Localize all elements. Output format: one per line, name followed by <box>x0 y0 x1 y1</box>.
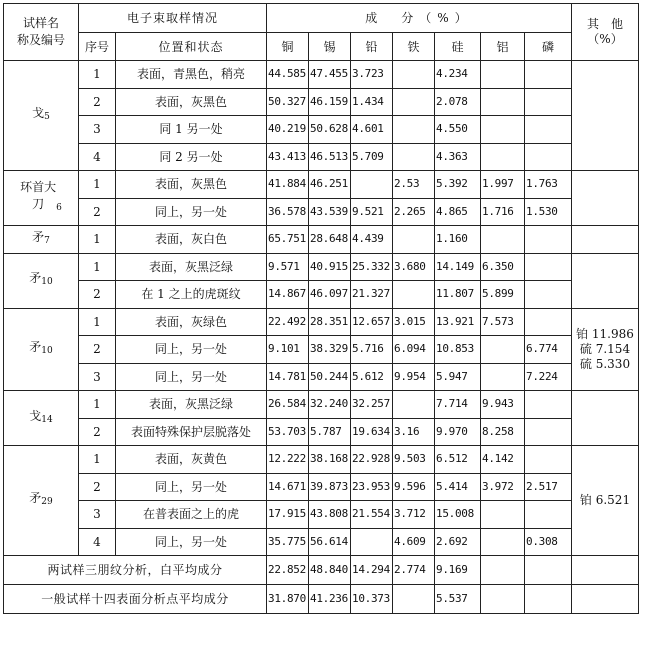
value-cell: 4.865 <box>435 198 481 226</box>
table-row <box>4 88 639 116</box>
value-cell: 6.774 <box>525 336 572 364</box>
position-state-cell: 同上，另一处 <box>116 336 267 364</box>
value-cell <box>481 528 525 556</box>
summary-value-cell: 31.870 <box>267 585 309 614</box>
seq-cell: 1 <box>79 171 116 199</box>
value-cell: 3.723 <box>351 61 393 89</box>
value-cell: 5.392 <box>435 171 481 199</box>
composition-table-container <box>3 3 639 614</box>
summary-value-cell <box>525 585 572 614</box>
value-cell: 4.601 <box>351 116 393 144</box>
sample-number: 5 <box>44 112 50 122</box>
value-cell: 22.492 <box>267 308 309 336</box>
value-cell: 0.308 <box>525 528 572 556</box>
value-cell: 53.703 <box>267 418 309 446</box>
value-cell: 3.680 <box>393 253 435 281</box>
value-cell: 1.997 <box>481 171 525 199</box>
seq-cell: 4 <box>79 528 116 556</box>
position-state-cell: 同上，另一处 <box>116 198 267 226</box>
value-cell: 50.244 <box>309 363 351 391</box>
value-cell: 46.251 <box>309 171 351 199</box>
position-state-cell: 同 2 另一处 <box>116 143 267 171</box>
seq-cell: 3 <box>79 116 116 144</box>
table-row <box>4 308 639 336</box>
value-cell: 40.219 <box>267 116 309 144</box>
sample-number: 10 <box>41 277 53 287</box>
composition-table <box>3 3 639 614</box>
other-cell <box>572 391 639 446</box>
other-cell <box>572 308 639 391</box>
value-cell <box>525 501 572 529</box>
table-row <box>4 61 639 89</box>
position-state-cell: 表面，灰白色 <box>116 226 267 254</box>
value-cell <box>525 226 572 254</box>
value-cell: 3.712 <box>393 501 435 529</box>
value-cell: 4.609 <box>393 528 435 556</box>
value-cell <box>481 116 525 144</box>
position-state-cell: 表面，灰黑泛绿 <box>116 253 267 281</box>
position-state-cell: 同上，另一处 <box>116 528 267 556</box>
value-cell: 28.648 <box>309 226 351 254</box>
position-state-cell: 同上，另一处 <box>116 473 267 501</box>
value-cell: 4.439 <box>351 226 393 254</box>
value-cell: 5.947 <box>435 363 481 391</box>
value-cell <box>481 143 525 171</box>
value-cell: 8.258 <box>481 418 525 446</box>
position-state-cell: 同上，另一处 <box>116 363 267 391</box>
seq-cell: 3 <box>79 363 116 391</box>
value-cell: 14.671 <box>267 473 309 501</box>
seq-cell: 2 <box>79 336 116 364</box>
sample-name: 矛 <box>29 491 42 505</box>
value-cell: 19.634 <box>351 418 393 446</box>
table-row <box>4 281 639 309</box>
position-state-cell: 表面，灰黄色 <box>116 446 267 474</box>
value-cell <box>393 116 435 144</box>
value-cell <box>481 336 525 364</box>
value-cell <box>481 363 525 391</box>
summary-value-cell: 5.537 <box>435 585 481 614</box>
value-cell: 5.414 <box>435 473 481 501</box>
value-cell: 11.807 <box>435 281 481 309</box>
value-cell: 9.970 <box>435 418 481 446</box>
summary-value-cell <box>393 585 435 614</box>
value-cell: 5.787 <box>309 418 351 446</box>
value-cell: 2.265 <box>393 198 435 226</box>
summary-value-cell: 41.236 <box>309 585 351 614</box>
value-cell: 3.16 <box>393 418 435 446</box>
summary-row <box>4 556 639 585</box>
value-cell: 15.008 <box>435 501 481 529</box>
value-cell <box>525 281 572 309</box>
value-cell: 36.578 <box>267 198 309 226</box>
other-cell <box>572 171 639 226</box>
value-cell: 41.884 <box>267 171 309 199</box>
sample-name-header-line2: 称及编号 <box>16 33 65 47</box>
table-row <box>4 336 639 364</box>
table-row <box>4 418 639 446</box>
position-state-cell: 表面，灰黑色 <box>116 88 267 116</box>
value-cell: 9.521 <box>351 198 393 226</box>
value-cell: 7.224 <box>525 363 572 391</box>
summary-value-cell: 10.373 <box>351 585 393 614</box>
summary-value-cell: 9.169 <box>435 556 481 585</box>
value-cell: 43.539 <box>309 198 351 226</box>
other-value: 硫 5.330 <box>579 356 631 371</box>
value-cell: 9.503 <box>393 446 435 474</box>
other-value: 铂 11.986 <box>576 326 634 341</box>
element-header-cu: 铜 <box>267 33 309 61</box>
value-cell: 4.234 <box>435 61 481 89</box>
seq-cell: 3 <box>79 501 116 529</box>
value-cell: 14.867 <box>267 281 309 309</box>
summary-value-cell: 2.774 <box>393 556 435 585</box>
table-row <box>4 528 639 556</box>
value-cell: 2.692 <box>435 528 481 556</box>
value-cell: 5.716 <box>351 336 393 364</box>
value-cell: 28.351 <box>309 308 351 336</box>
value-cell: 43.808 <box>309 501 351 529</box>
value-cell: 7.714 <box>435 391 481 419</box>
value-cell: 26.584 <box>267 391 309 419</box>
value-cell: 46.513 <box>309 143 351 171</box>
seq-cell: 2 <box>79 198 116 226</box>
value-cell <box>481 501 525 529</box>
value-cell: 39.873 <box>309 473 351 501</box>
seq-cell: 1 <box>79 226 116 254</box>
value-cell: 4.550 <box>435 116 481 144</box>
seq-cell: 1 <box>79 446 116 474</box>
value-cell <box>481 88 525 116</box>
value-cell: 12.657 <box>351 308 393 336</box>
table-row <box>4 473 639 501</box>
value-cell: 44.585 <box>267 61 309 89</box>
value-cell: 3.972 <box>481 473 525 501</box>
table-row <box>4 171 639 199</box>
value-cell: 1.763 <box>525 171 572 199</box>
value-cell: 1.160 <box>435 226 481 254</box>
position-state-cell: 表面，青黑色，稍亮 <box>116 61 267 89</box>
value-cell <box>393 143 435 171</box>
value-cell <box>393 88 435 116</box>
value-cell: 21.554 <box>351 501 393 529</box>
value-cell: 1.434 <box>351 88 393 116</box>
value-cell: 1.716 <box>481 198 525 226</box>
value-cell <box>525 446 572 474</box>
seq-cell: 2 <box>79 418 116 446</box>
value-cell: 32.257 <box>351 391 393 419</box>
table-row <box>4 143 639 171</box>
summary-value-cell: 22.852 <box>267 556 309 585</box>
summary-label: 一般试样十四表面分析点平均成分 <box>4 585 267 614</box>
position-state-cell: 在普表面之上的虎 <box>116 501 267 529</box>
sample-number: 14 <box>41 414 53 425</box>
sample-name: 戈 <box>29 408 42 423</box>
value-cell: 40.915 <box>309 253 351 281</box>
sample-number: 29 <box>41 497 53 507</box>
position-state-cell: 同 1 另一处 <box>116 116 267 144</box>
sample-name: 矛 <box>29 339 42 354</box>
other-value: 硫 7.154 <box>579 341 631 356</box>
element-header-sn: 锡 <box>309 33 351 61</box>
value-cell <box>351 528 393 556</box>
header-row-2 <box>4 33 639 61</box>
position-state-cell: 在 1 之上的虎斑纹 <box>116 281 267 309</box>
value-cell <box>525 116 572 144</box>
other-header <box>572 4 639 61</box>
value-cell: 23.953 <box>351 473 393 501</box>
sample-name-cell <box>4 391 79 446</box>
value-cell <box>393 281 435 309</box>
sample-name-cell <box>4 253 79 308</box>
value-cell: 32.240 <box>309 391 351 419</box>
value-cell <box>393 61 435 89</box>
table-row <box>4 446 639 474</box>
seq-cell: 2 <box>79 88 116 116</box>
value-cell: 2.078 <box>435 88 481 116</box>
table-row <box>4 391 639 419</box>
value-cell: 17.915 <box>267 501 309 529</box>
value-cell: 65.751 <box>267 226 309 254</box>
summary-value-cell: 14.294 <box>351 556 393 585</box>
value-cell <box>525 391 572 419</box>
value-cell: 21.327 <box>351 281 393 309</box>
seq-cell: 2 <box>79 473 116 501</box>
value-cell <box>525 61 572 89</box>
summary-other-cell <box>572 556 639 585</box>
other-cell <box>572 226 639 254</box>
seq-cell: 1 <box>79 61 116 89</box>
value-cell: 25.332 <box>351 253 393 281</box>
value-cell <box>525 418 572 446</box>
value-cell: 50.628 <box>309 116 351 144</box>
position-state-cell: 表面，灰黑泛绿 <box>116 391 267 419</box>
element-header-p: 磷 <box>525 33 572 61</box>
header-row-1 <box>4 4 639 33</box>
seq-cell: 2 <box>79 281 116 309</box>
value-cell <box>525 143 572 171</box>
value-cell <box>525 253 572 281</box>
value-cell <box>481 61 525 89</box>
seq-cell: 1 <box>79 253 116 281</box>
value-cell: 5.899 <box>481 281 525 309</box>
table-row <box>4 501 639 529</box>
table-row <box>4 226 639 254</box>
value-cell: 5.612 <box>351 363 393 391</box>
summary-row <box>4 585 639 614</box>
sample-name: 环首大刀 <box>20 180 57 211</box>
summary-value-cell: 48.840 <box>309 556 351 585</box>
sample-number: 6 <box>56 203 62 213</box>
sample-name-cell <box>4 171 79 226</box>
value-cell: 6.512 <box>435 446 481 474</box>
table-row <box>4 363 639 391</box>
position-state-cell: 表面，灰黑色 <box>116 171 267 199</box>
element-header-si: 硅 <box>435 33 481 61</box>
element-header-pb: 铅 <box>351 33 393 61</box>
sample-name-header <box>4 4 79 61</box>
other-value: 铂 6.521 <box>579 493 631 507</box>
sample-name: 戈 <box>32 106 45 120</box>
summary-value-cell <box>525 556 572 585</box>
seq-cell: 4 <box>79 143 116 171</box>
sample-name-cell <box>4 446 79 556</box>
position-state-cell: 表面特殊保护层脱落处 <box>116 418 267 446</box>
seq-header: 序号 <box>79 33 116 61</box>
value-cell: 43.413 <box>267 143 309 171</box>
summary-value-cell <box>481 556 525 585</box>
element-header-fe: 铁 <box>393 33 435 61</box>
sample-number: 7 <box>44 235 50 246</box>
value-cell: 2.53 <box>393 171 435 199</box>
table-row <box>4 116 639 144</box>
value-cell: 9.943 <box>481 391 525 419</box>
value-cell <box>393 391 435 419</box>
value-cell <box>351 171 393 199</box>
sampling-group-header: 电子束取样情况 <box>79 4 267 33</box>
table-row <box>4 253 639 281</box>
sample-name-cell <box>4 308 79 391</box>
value-cell: 7.573 <box>481 308 525 336</box>
value-cell: 2.517 <box>525 473 572 501</box>
sample-number: 10 <box>41 345 53 356</box>
sample-name-cell <box>4 226 79 254</box>
sample-name: 矛 <box>32 229 45 244</box>
value-cell <box>481 226 525 254</box>
value-cell: 35.775 <box>267 528 309 556</box>
sample-name-header-line1: 试样名 <box>22 16 59 30</box>
value-cell: 50.327 <box>267 88 309 116</box>
position-state-cell: 表面，灰绿色 <box>116 308 267 336</box>
sample-name-cell <box>4 61 79 171</box>
value-cell: 9.101 <box>267 336 309 364</box>
value-cell: 1.530 <box>525 198 572 226</box>
value-cell: 22.928 <box>351 446 393 474</box>
value-cell <box>393 226 435 254</box>
value-cell: 9.596 <box>393 473 435 501</box>
value-cell: 14.149 <box>435 253 481 281</box>
value-cell: 6.350 <box>481 253 525 281</box>
value-cell: 5.709 <box>351 143 393 171</box>
other-cell <box>572 446 639 556</box>
value-cell: 4.363 <box>435 143 481 171</box>
position-state-header: 位置和状态 <box>116 33 267 61</box>
summary-label: 两试样三朋纹分析，白平均成分 <box>4 556 267 585</box>
value-cell: 4.142 <box>481 446 525 474</box>
sample-name: 矛 <box>29 271 42 285</box>
table-row <box>4 198 639 226</box>
element-header-al: 铝 <box>481 33 525 61</box>
value-cell: 10.853 <box>435 336 481 364</box>
summary-other-cell <box>572 585 639 614</box>
value-cell <box>525 308 572 336</box>
value-cell: 12.222 <box>267 446 309 474</box>
other-cell <box>572 61 639 171</box>
value-cell: 38.329 <box>309 336 351 364</box>
other-cell <box>572 253 639 308</box>
value-cell: 46.159 <box>309 88 351 116</box>
value-cell: 6.094 <box>393 336 435 364</box>
value-cell: 47.455 <box>309 61 351 89</box>
seq-cell: 1 <box>79 391 116 419</box>
other-header-line2: （%） <box>587 32 623 46</box>
value-cell <box>525 88 572 116</box>
summary-value-cell <box>481 585 525 614</box>
value-cell: 14.781 <box>267 363 309 391</box>
value-cell: 9.571 <box>267 253 309 281</box>
other-header-line1: 其 他 <box>586 17 623 31</box>
value-cell: 9.954 <box>393 363 435 391</box>
value-cell: 38.168 <box>309 446 351 474</box>
seq-cell: 1 <box>79 308 116 336</box>
value-cell: 56.614 <box>309 528 351 556</box>
value-cell: 13.921 <box>435 308 481 336</box>
value-cell: 46.097 <box>309 281 351 309</box>
composition-group-header: 成 分（%） <box>267 4 572 33</box>
value-cell: 3.015 <box>393 308 435 336</box>
